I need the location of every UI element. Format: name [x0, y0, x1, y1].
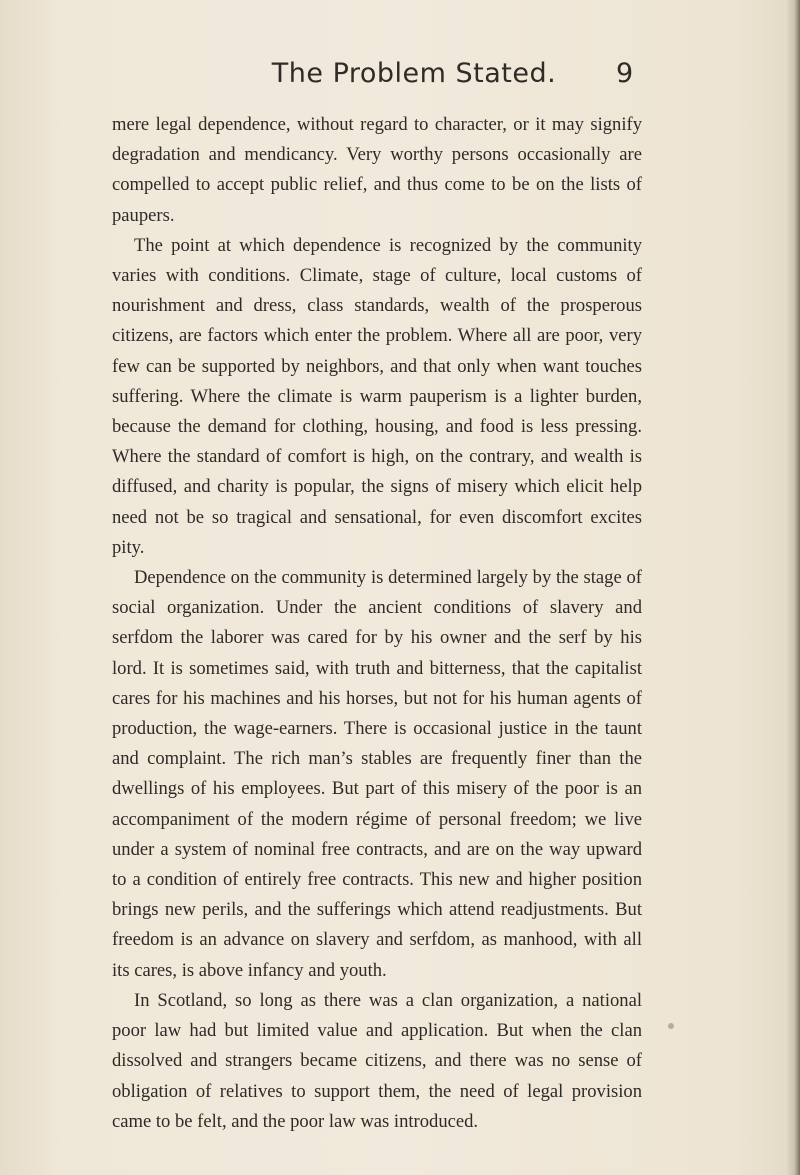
running-head: [0, 58, 800, 98]
paragraph-4: In Scotland, so long as there was a clan organization, a national poor law had but limited value and application. But when the clan dissolved and strangers became citizens, and there was no sense of obligation of relatives to support them, the need of legal provision came to be felt, and the poor law was introduced.: [112, 989, 642, 1132]
page-number: 9: [616, 58, 634, 89]
body-text: [112, 110, 642, 1137]
running-head-title: The Problem Stated.: [271, 58, 557, 89]
paper-speck: [668, 1023, 674, 1029]
page-edge-shadow: [786, 0, 800, 1175]
paragraph-3: Dependence on the community is determined largely by the stage of social organization. Under the ancient conditions of slavery and serfdom the laborer was cared for by his owner and the serf by his lord. It is sometimes said, with truth and bitterness, that the capitalist cares for his machines and his horses, but not for his human agents of production, the wage-earners. There is occasional justice in the taunt and complaint. The rich man’s stables are frequently finer than the dwellings of his employees. But part of this misery of the poor is an accompaniment of the modern régime of personal freedom; we live under a system of nominal free contracts, and are on the way upward to a condition of entirely free contracts. This new and higher position brings new perils, and the sufferings which attend readjustments. But freedom is an advance on slavery and serfdom, as manhood, with all its cares, is above infancy and youth.: [112, 567, 642, 981]
paragraph-1: mere legal dependence, without regard to character, or it may signify degradation and mendicancy. Very worthy persons occasionally are compelled to accept public relief, and thus come to be on the lists of paupers.: [112, 114, 642, 226]
paragraph-2: The point at which dependence is recognized by the community varies with conditions. Climate, stage of culture, local customs of nourishment and dress, class standards, wealth of the prosperous citizens, are factors which enter the problem. Where all are poor, very few can be supported by neighbors, and that only when want touches suffering. Where the climate is warm pauperism is a lighter burden, because the demand for clothing, housing, and food is less pressing. Where the standard of comfort is high, on the contrary, and wealth is diffused, and charity is popular, the signs of misery which elicit help need not be so tragical and sensational, for even discomfort excites pity.: [112, 234, 642, 558]
